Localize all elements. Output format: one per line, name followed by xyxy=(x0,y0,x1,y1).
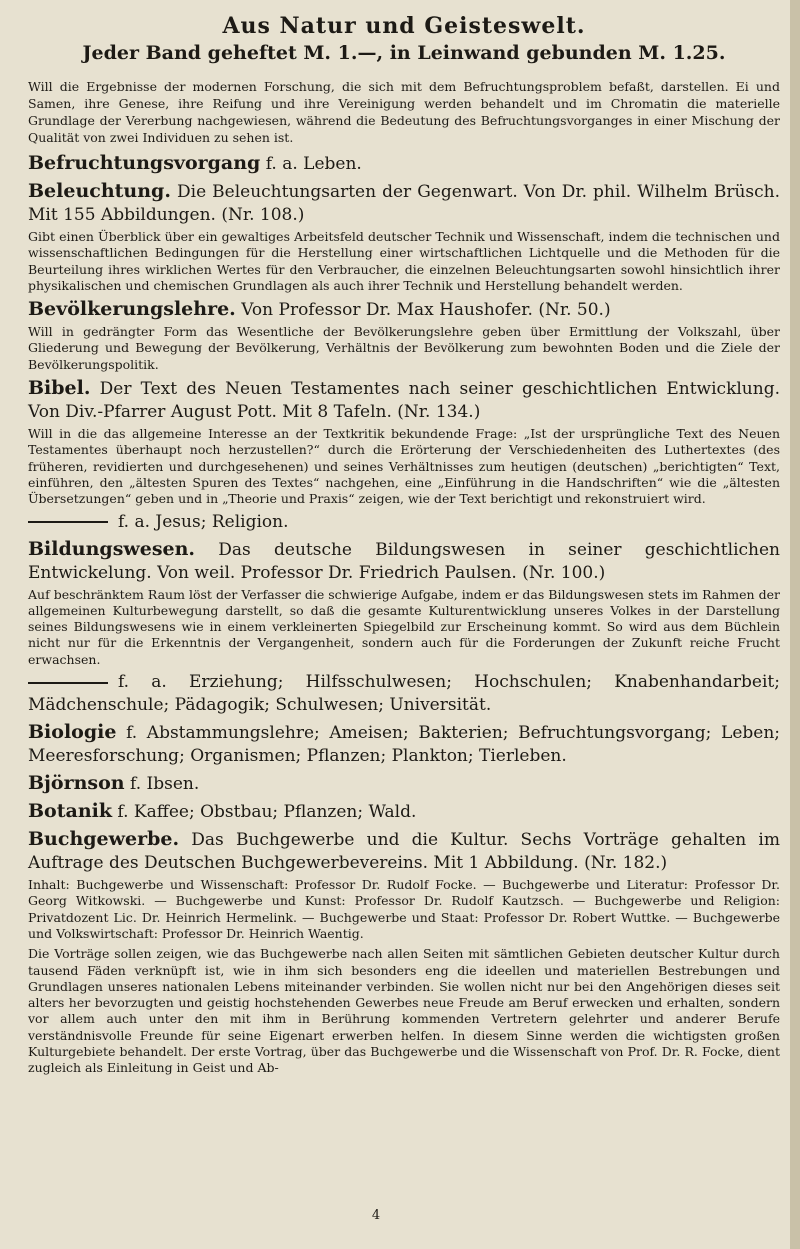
entry xyxy=(28,772,780,796)
entry-heading xyxy=(28,721,780,768)
intro-paragraph: Will die Ergebnisse der modernen Forschung, die sich mit dem Befruchtungsproblem befaßt, darstellen. Ei und Samen, ihre Genese, ihre Reifung und ihre Vereinigung werden behandelt und im Chromatin die materielle Grundlage der Vererbung nachgewiesen, während die Bedeutung des Befruchtungsvorganges in einer Mischung der Qualität von zwei Individuen zu sehen ist. xyxy=(28,79,780,145)
entry-reference: Die Beleuchtungsarten der Gegenwart. Von Dr. phil. Wilhelm Brüsch. Mit 155 Abbildungen. (Nr. 108.) xyxy=(28,182,780,225)
ditto-dash xyxy=(28,682,108,684)
page xyxy=(28,12,780,1077)
entry xyxy=(28,377,780,507)
entry xyxy=(28,180,780,294)
entry-heading xyxy=(28,298,780,322)
page-number: 4 xyxy=(371,1208,381,1223)
entry-keyword: Bildungswesen. xyxy=(28,537,196,560)
entry-heading xyxy=(28,828,780,875)
series-subtitle: Jeder Band geheftet M. 1.—, in Leinwand gebunden M. 1.25. xyxy=(82,42,726,64)
see-also-text: f. a. Jesus; Religion. xyxy=(118,511,289,532)
entry-keyword: Bevölkerungslehre. xyxy=(28,298,236,321)
entry-heading xyxy=(28,180,780,227)
entry-heading xyxy=(28,772,780,796)
entry-reference: f. Abstammungslehre; Ameisen; Bakterien; Befruchtungsvorgang; Leben; Meeresforschung; Organismen; Pflanzen; Plankton; Tierleben. xyxy=(28,723,780,767)
entry-keyword: Beleuchtung. xyxy=(28,180,171,202)
entry xyxy=(28,511,780,534)
entry-reference: Der Text des Neuen Testamentes nach seiner geschichtlichen Entwicklung. Von Div.-Pfarrer August Pott. Mit 8 Tafeln. (Nr. 134.) xyxy=(28,379,780,423)
entry-description: Auf beschränktem Raum löst der Verfasser die schwierige Aufgabe, indem er das Bildungswesen stets im Rahmen der allgemeinen Kulturbewegung darstellt, so daß die gesamte Kulturentwicklung unseres Volkes in der Darstellung seines Bildungswesens wie in einem verkleinerten Spiegelbild zur Erscheinung kommt. So wird aus dem Büchlein nicht nur für die Erkenntnis der Vergangenheit, sondern auch für die Forderungen der Zukunft reiche Frucht erwachsen. xyxy=(28,586,780,667)
entry-reference: Von Professor Dr. Max Haushofer. (Nr. 50.) xyxy=(235,300,611,321)
entry-keyword: Buchgewerbe. xyxy=(28,828,180,851)
entries-list xyxy=(28,152,780,942)
page-edge xyxy=(790,0,800,1249)
entry-description: Gibt einen Überblick über ein gewaltiges Arbeitsfeld deutscher Technik und Wissenschaft, indem die technischen und wissenschaftlichen Bedingungen für die Herstellung einer wirtschaftlichen Lichtquelle und die Methoden für die Beurteilung ihres wirklichen Wertes für den Verbraucher, die einzelnen Beleuchtungsarten sowohl hinsichtlich ihrer physikalischen und chemischen Grundlagen als auch ihrer Technik und Herstellung behandelt werden. xyxy=(28,229,780,293)
see-also-line xyxy=(28,511,780,534)
entry-keyword: Biologie xyxy=(28,721,117,744)
entry xyxy=(28,800,780,824)
entry-description: Inhalt: Buchgewerbe und Wissenschaft: Professor Dr. Rudolf Focke. — Buchgewerbe und Literatur: Professor Dr. Georg Witkowski. — Buchgewerbe und Kunst: Professor Dr. Rudolf Kautzsch. — Buchgewerbe und Religion: Privatdozent Lic. Dr. Heinrich Hermelink. — Buchgewerbe und Staat: Professor Dr. Robert Wuttke. — Buchgewerbe und Volkswirtschaft: Professor Dr. Heinrich Waentig. xyxy=(28,877,780,941)
entry xyxy=(28,152,780,176)
entry-description: Will in die das allgemeine Interesse an der Textkritik bekundende Frage: „Ist der ursprüngliche Text des Neuen Testamentes überhaupt noch herzustellen?“ durch die Erörterung der Verschiedenheiten des Luthertextes (des früheren, revidierten und durchgesehenen) und seines Verhältnisses zum heutigen (deutschen) „berichtigten“ Text, einführen, den „ältesten Spuren des Textes“ nachgehen, eine „Einführung in die Handschriften“ wie die „ältesten Übersetzungen“ geben und in „Theorie und Praxis“ zeigen, wie der Text berichtigt und rekonstruiert wird. xyxy=(28,426,780,507)
entry-description: Will in gedrängter Form das Wesentliche der Bevölkerungslehre geben über Ermittlung der Volkszahl, über Gliederung und Bewegung der Bevölkerung, Verhältnis der Bevölkerung zum bewohnten Boden und die Ziele der Bevölkerungspolitik. xyxy=(28,324,780,372)
entry-reference: f. Kaffee; Obstbau; Pflanzen; Wald. xyxy=(112,802,417,823)
series-title: Aus Natur und Geisteswelt. xyxy=(222,13,586,39)
see-also-line xyxy=(28,671,780,717)
entry xyxy=(28,298,780,373)
closing-paragraph: Die Vorträge sollen zeigen, wie das Buchgewerbe nach allen Seiten mit sämtlichen Gebieten deutscher Kultur durch tausend Fäden verknüpft ist, wie in ihm sich besonders eng die ideellen und materiellen Bestrebungen und Grundlagen unseres nationalen Lebens miteinander verbinden. Sie wollen nicht nur bei den Angehörigen dieses seit alters her bevorzugten und geistig hochstehenden Gewerbes neue Freude am Beruf erwecken und erhalten, sondern vor allem auch unter den mit ihm in Berührung kommenden Vertretern gelehrter und anderer Berufe verständnisvolle Freunde für seine Eigenart erwerben helfen. In diesem Sinne werden die wichtigsten großen Kulturgebiete behandelt. Der erste Vortrag, über das Buchgewerbe und die Wissenschaft von Prof. Dr. R. Focke, dient zugleich als Einleitung in Geist und Ab- xyxy=(28,946,780,1076)
entry-keyword: Befruchtungsvorgang xyxy=(28,152,261,174)
entry xyxy=(28,721,780,768)
entry xyxy=(28,671,780,717)
entry-keyword: Björnson xyxy=(28,772,125,795)
entry-keyword: Botanik xyxy=(28,800,113,823)
entry xyxy=(28,538,780,668)
entry-reference: Das Buchgewerbe und die Kultur. Sechs Vorträge gehalten im Auftrage des Deutschen Buchgewerbevereins. Mit 1 Abbildung. (Nr. 182.) xyxy=(28,830,780,874)
entry-keyword: Bibel. xyxy=(28,377,91,400)
entry xyxy=(28,828,780,942)
entry-heading xyxy=(28,377,780,424)
entry-heading xyxy=(28,538,780,585)
ditto-dash xyxy=(28,521,108,523)
entry-heading xyxy=(28,800,780,824)
entry-reference: f. Ibsen. xyxy=(124,774,200,795)
see-also-text: f. a. Erziehung; Hilfsschulwesen; Hochschulen; Knabenhandarbeit; Mädchenschule; Pädagogik; Schulwesen; Universität. xyxy=(28,672,780,716)
entry-heading xyxy=(28,152,780,176)
entry-reference: f. a. Leben. xyxy=(260,154,362,174)
entry-reference: Das deutsche Bildungswesen in seiner geschichtlichen Entwickelung. Von weil. Professor Dr. Friedrich Paulsen. (Nr. 100.) xyxy=(28,539,780,583)
